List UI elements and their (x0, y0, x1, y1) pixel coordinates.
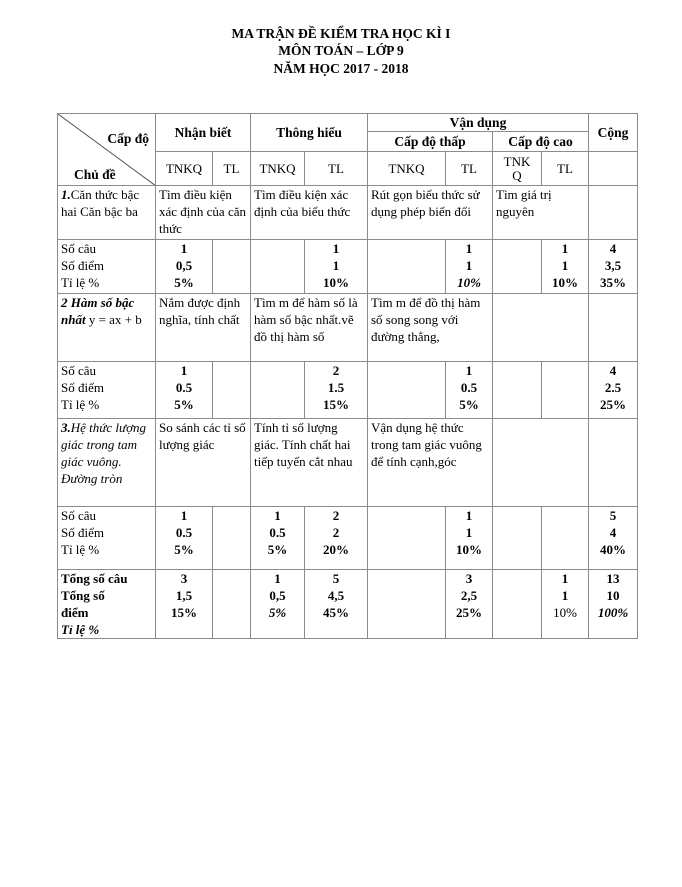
totals-cong: 13 10 100% (589, 570, 638, 639)
totals-th-tl: 5 4,5 45% (305, 570, 368, 639)
topic-2-nhan-biet: Nắm được định nghĩa, tính chất (156, 294, 251, 362)
stats-1-vdt-tnkq (368, 240, 446, 294)
topic-2-van-dung-thap: Tìm m để đồ thị hàm số song song với đường thẳng, (368, 294, 493, 362)
stats-3-labels: Số câu Số điểm Tỉ lệ % (58, 507, 156, 570)
totals-nb-tnkq: 3 1,5 15% (156, 570, 213, 639)
topic-1-van-dung-cao: Tìm giá trị nguyên (493, 186, 589, 240)
topic-3-thong-hieu: Tính tỉ số lượng giác. Tính chất hai tiếp tuyến cắt nhau (251, 419, 368, 507)
label-tong-so-diem-2: điểm (61, 605, 89, 620)
stats-1-vdc-tnkq (493, 240, 542, 294)
stats-3-vdt-tnkq (368, 507, 446, 570)
totals-nb-tl (213, 570, 251, 639)
subheader-nb-tl: TL (213, 152, 251, 186)
label-tong-so-cau: Tổng số câu (61, 571, 128, 586)
subheader-vdt-tnkq: TNKQ (368, 152, 446, 186)
stats-2-vdc-tl (542, 362, 589, 419)
stats-1-th-tl: 1 1 10% (305, 240, 368, 294)
stats-2-nb-tnkq: 1 0.5 5% (156, 362, 213, 419)
topic-2-cong-empty (589, 294, 638, 362)
label-tong-ti-le: Tỉ lệ % (61, 622, 100, 637)
topic-3-name (58, 419, 156, 507)
topic-2-number: 2 (61, 295, 68, 310)
header-thong-hieu: Thông hiểu (251, 114, 368, 152)
totals-vdc-tl: 1 1 10% (542, 570, 589, 639)
totals-vdt-tl: 3 2,5 25% (446, 570, 493, 639)
stats-3-th-tl: 2 2 20% (305, 507, 368, 570)
stats-2-th-tl: 2 1.5 15% (305, 362, 368, 419)
topic-3-cong-empty (589, 419, 638, 507)
topic-1-cong-empty (589, 186, 638, 240)
diagonal-header-cell (58, 114, 156, 186)
topic-1-van-dung-thap: Rút gọn biểu thức sử dụng phép biến đổi (368, 186, 493, 240)
stats-1-labels (58, 240, 156, 294)
document-title-line-2: MÔN TOÁN – LỚP 9 (278, 43, 404, 58)
document-title-line-1: MA TRẬN ĐỀ KIỂM TRA HỌC KÌ I (231, 26, 451, 41)
stats-3-th-tnkq: 1 0.5 5% (251, 507, 305, 570)
topic-2-title-rest: y = ax + b (85, 312, 142, 327)
document-title-line-3: NĂM HỌC 2017 - 2018 (273, 61, 409, 76)
stats-2-vdt-tl: 1 0.5 5% (446, 362, 493, 419)
subheader-cong-empty (589, 152, 638, 186)
header-chu-de: Chủ đề (74, 167, 116, 182)
topic-3-van-dung-cao (493, 419, 589, 507)
totals-vdt-tnkq (368, 570, 446, 639)
stats-2-nb-tl (213, 362, 251, 419)
stats-3-vdc-tnkq (493, 507, 542, 570)
label-ti-le: Tỉ lệ % (61, 275, 100, 290)
stats-3-cong: 5 4 40% (589, 507, 638, 570)
stats-1-nb-tnkq: 1 0,5 5% (156, 240, 213, 294)
header-cap-do-cao: Cấp độ cao (493, 132, 589, 152)
topic-2-name (58, 294, 156, 362)
exam-matrix-table (57, 113, 638, 639)
topic-1-number: 1. (61, 187, 71, 202)
stats-3-vdc-tl (542, 507, 589, 570)
topic-3-title: Hệ thức lượng giác trong tam giác vuông. Đường tròn (61, 420, 147, 486)
topic-row-2 (58, 294, 638, 362)
subheader-th-tl: TL (305, 152, 368, 186)
topic-1-title: Căn thức bậc hai Căn bậc ba (61, 187, 140, 219)
label-so-diem: Số điểm (61, 258, 104, 273)
header-nhan-biet: Nhận biết (156, 114, 251, 152)
stats-2-th-tnkq (251, 362, 305, 419)
stats-1-nb-tl (213, 240, 251, 294)
topic-3-van-dung-thap: Vận dụng hệ thức trong tam giác vuông để tính cạnh,góc (368, 419, 493, 507)
totals-th-tnkq: 1 0,5 5% (251, 570, 305, 639)
topic-1-name (58, 186, 156, 240)
stats-2-vdc-tnkq (493, 362, 542, 419)
topic-2-title-bold: Hàm số bậc nhất (61, 295, 135, 327)
stats-row-3 (58, 507, 638, 570)
topic-row-3 (58, 419, 638, 507)
header-cap-do: Cấp độ (107, 131, 149, 146)
subheader-vdc-tl: TL (542, 152, 589, 186)
label-tong-so-diem-1: Tổng số (61, 588, 105, 603)
stats-2-labels: Số câu Số điểm Tỉ lệ % (58, 362, 156, 419)
topic-2-van-dung-cao (493, 294, 589, 362)
totals-row (58, 570, 638, 639)
header-cong: Cộng (589, 114, 638, 152)
stats-1-th-tnkq (251, 240, 305, 294)
topic-3-number: 3. (61, 420, 71, 435)
stats-2-cong: 4 2.5 25% (589, 362, 638, 419)
subheader-vdc-tnkq-line2: Q (512, 167, 522, 183)
topic-1-thong-hieu: Tìm điều kiện xác định của biểu thức (251, 186, 368, 240)
topic-2-thong-hieu: Tìm m để hàm số là hàm số bậc nhất.vẽ đồ thị hàm số (251, 294, 368, 362)
subheader-nb-tnkq: TNKQ (156, 152, 213, 186)
label-so-cau: Số câu (61, 241, 97, 256)
header-cap-do-thap: Cấp độ thấp (368, 132, 493, 152)
stats-3-nb-tl (213, 507, 251, 570)
stats-3-vdt-tl: 1 1 10% (446, 507, 493, 570)
stats-3-nb-tnkq: 1 0.5 5% (156, 507, 213, 570)
totals-labels (58, 570, 156, 639)
stats-1-vdt-tl: 1 1 10% (446, 240, 493, 294)
header-van-dung: Vận dụng (368, 114, 589, 132)
subheader-vdc-tnkq (493, 152, 542, 186)
subheader-vdc-tnkq-line1: TNK (503, 153, 531, 169)
stats-row-1 (58, 240, 638, 294)
stats-row-2 (58, 362, 638, 419)
subheader-vdt-tl: TL (446, 152, 493, 186)
stats-2-vdt-tnkq (368, 362, 446, 419)
totals-vdc-tnkq (493, 570, 542, 639)
topic-3-nhan-biet: So sánh các tỉ số lượng giác (156, 419, 251, 507)
stats-1-vdc-tl: 1 1 10% (542, 240, 589, 294)
topic-row-1 (58, 186, 638, 240)
topic-1-nhan-biet: Tìm điều kiện xác định của căn thức (156, 186, 251, 240)
subheader-th-tnkq: TNKQ (251, 152, 305, 186)
stats-1-cong: 4 3,5 35% (589, 240, 638, 294)
